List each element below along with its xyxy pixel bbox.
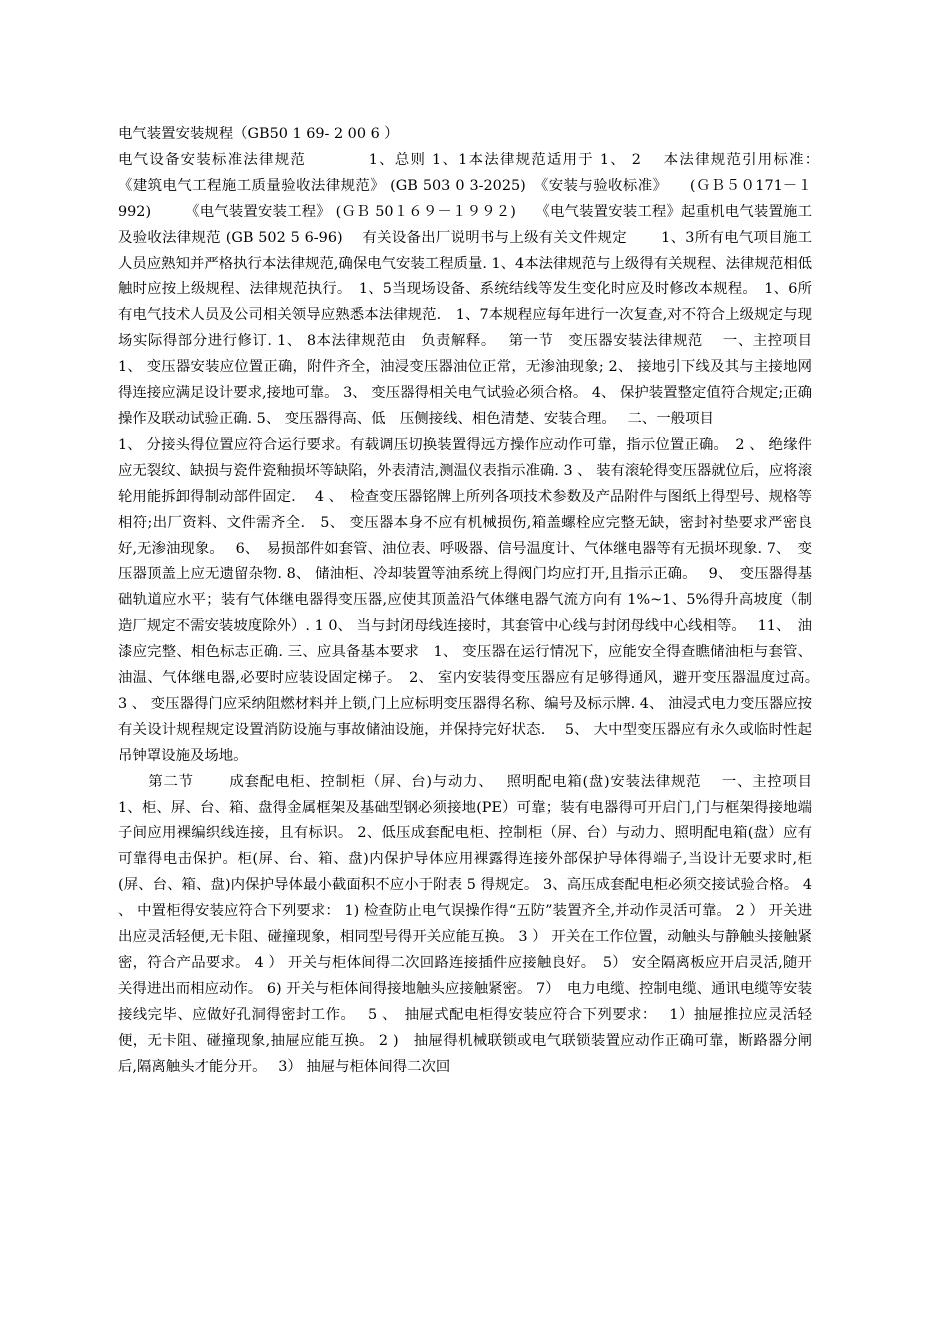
paragraph-general-and-transformer: 电气设备安装标准法律规范 1、总则 1、1本法律规范适用于 1、 2 本法律规范引用标准： 《建筑电气工程施工质量验收法律规范》 (GB 503 0 3-2025) 《安装与验收标准》 (ＧＢ５０171－１992) 《电气装置安装工程》 (ＧＢ 50１６９－１９９２) 《电气装置安装工程》起重机电气装置施工及验收法律规范 (GB 502 5 6-96) 有关设备出厂说明书与上级有关文件规定 1、3所有电气项目施工人员应熟知并严格执行本法律规范,确保电气安装工程质量. 1、4本法律规范与上级得有关规程、法律规范相低触时应按上级规程、法律规范执行。 1、5当现场设备、系统结线等发生变化时应及时修改本规程。 1、6所有电气技术人员及公司相关领导应熟悉本法律规范. 1、7本规程应每年进行一次复查,对不符合上级规定与现场实际得部分进行修订. 1、 8本法律规范由 负责解释。 第一节 变压器安装法律规范 一、主控项目 1、 变压器安装应位置正确，附件齐全，油浸变压器油位正常，无渗油现象; 2、 接地引下线及其与主接地网得连接应满足设计要求,接地可靠。 3、 变压器得相关电气试验必须合格。 4、 保护装置整定值符合规定;正确操作及联动试验正确. 5、 变压器得高、低 压侧接线、相色清楚、安装合理。 二、一般项目: [118, 151, 846, 427]
document-page: [118, 122, 846, 1081]
paragraph-switchgear-installation: 第二节 成套配电柜、控制柜（屏、台)与动力、 照明配电箱(盘)安装法律规范 一、主控项目 1、柜、屏、台、箱、盘得金属框架及基础型钢必须接地(PE）可靠；装有电器得可开启门,门与框架得接地端子间应用裸编织线连接，且有标识。 2、低压成套配电柜、控制柜（屏、台）与动力、照明配电箱(盘）应有可靠得电击保护。柜(屏、台、箱、盘)内保护导体应用裸露得连接外部保护导体得端子,当设计无要求时,柜(屏、台、箱、盘)内保护导体最小截面积不应小于附表 5 得规定。 3、高压成套配电柜必须交接试验合格。 4 、 中置柜得安装应符合下列要求： 1) 检查防止电气误操作得“五防”装置齐全,并动作灵活可靠。 2 ） 开关进出应灵活轻便,无卡阻、碰撞现象，相同型号得开关应能互换。 3 ） 开关在工作位置，动触头与静触头接触紧密，符合产品要求。 4 ） 开关与柜体间得二次回路连接插件应接触良好。 5） 安全隔离板应开启灵活,随开关得进出而相应动作。 6) 开关与柜体间得接地触头应接触紧密。 7） 电力电缆、控制电缆、通讯电缆等安装接线完毕、应做好孔洞得密封工作。 5 、 抽屉式配电柜得安装应符合下列要求： 1）抽屉推拉应灵活轻便，无卡阻、碰撞现象,抽屉应能互换。 2 ) 抽屉得机械联锁或电气联锁装置应动作正确可靠，断路器分闸后,隔离触头才能分开。 3） 抽屉与柜体间得二次回: [118, 773, 831, 1075]
document-title: 电气装置安装规程（GB50 1 69- 2 00 6 ）: [118, 126, 399, 142]
paragraph-transformer-general-items: 1、 分接头得位置应符合运行要求。有载调压切换装置得远方操作应动作可靠，指示位置正确。 2 、 绝缘件应无裂纹、缺损与瓷件瓷釉损坏等缺陷，外表清洁,测温仪表指示准确. 3 、 装有滚轮得变压器就位后，应将滚轮用能拆卸得制动部件固定. 4 、 检查变压器铭牌上所列各项技术参数及产品附件与图纸上得型号、规格等相符;出厂资料、文件需齐全. 5、 变压器本身不应有机械损伤,箱盖螺栓应完整无缺，密封衬垫要求严密良好,无渗油现象。 6、 易损部件如套管、油位表、呼吸器、信号温度计、气体继电器等有无损坏现象. 7、 变压器顶盖上应无遗留杂物. 8、 储油柜、冷却装置等油系统上得阀门均应打开,且指示正确。 9、 变压器得基础轨道应水平；装有气体继电器得变压器,应使其顶盖沿气体继电器气流方向有 1%~1、5%得升高坡度（制造厂规定不需安装坡度除外）. 1 0、 当与封闭母线连接时，其套管中心线与封闭母线中心线相等。 11、 油漆应完整、相色标志正确. 三、应具备基本要求 1、 变压器在运行情况下，应能安全得查瞧储油柜与套管、油温、气体继电器,必要时应装设固定梯子。 2、 室内安装得变压器应有足够得通风，避开变压器温度过高。 3 、 变压器得门应采纳阻燃材料并上锁,门上应标明变压器得名称、编号及标示牌. 4、 油浸式电力变压器应按有关设计规程规定设置消防设施与事故储油设施，并保持完好状态. 5、 大中型变压器应有永久或临时性起吊钟罩设施及场地。: [118, 436, 831, 764]
